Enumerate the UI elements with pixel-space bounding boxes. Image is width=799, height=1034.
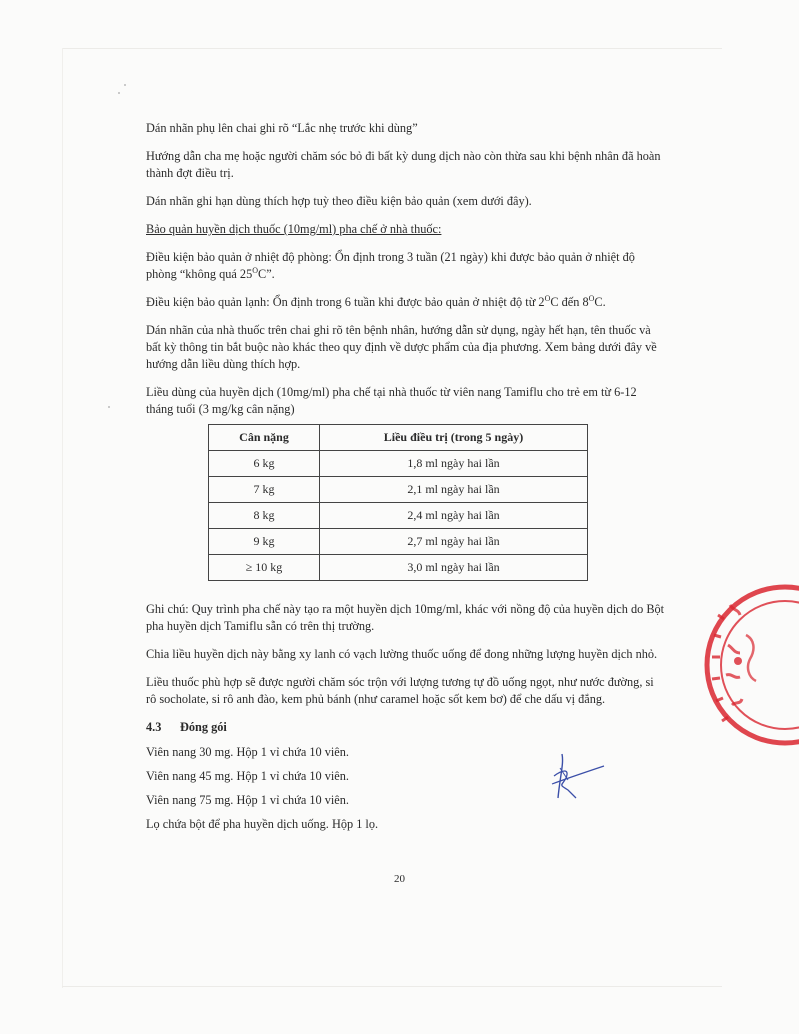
weight-cell: ≥ 10 kg <box>209 555 320 581</box>
table-row <box>209 503 588 529</box>
dose-cell: 2,7 ml ngày hai lần <box>320 529 588 555</box>
weight-cell: 9 kg <box>209 529 320 555</box>
paragraph: Chia liều huyền dịch này bằng xy lanh có vạch lường thuốc uống để đong những lượng huyền dịch nhỏ. <box>146 647 658 661</box>
table-header-row <box>209 425 588 451</box>
scan-speck <box>124 84 126 86</box>
paragraph: Dán nhãn ghi hạn dùng thích hợp tuỳ theo điều kiện bảo quản (xem dưới đây). <box>146 194 532 208</box>
text-run: Điều kiện bảo quản ở nhiệt độ phòng: Ổn định trong 3 tuần (21 ngày) khi được bảo quản ở nhiệt độ phòng “không quá 25 <box>146 250 635 281</box>
scan-speck <box>118 92 120 94</box>
dose-intro: Liều dùng của huyền dịch (10mg/ml) pha chế tại nhà thuốc từ viên nang Tamiflu cho trẻ em từ 6-12 tháng tuổi (3 mg/kg cân nặng) <box>146 385 637 416</box>
section-heading <box>146 719 666 736</box>
paragraph: Hướng dẫn cha mẹ hoặc người chăm sóc bỏ đi bất kỳ dung dịch nào còn thừa sau khi bệnh nhân đã hoàn thành đợt điều trị. <box>146 149 661 180</box>
text-run: Điều kiện bảo quản lạnh: Ổn định trong 6 tuần khi được bảo quản ở nhiệt độ từ 2 <box>146 295 545 309</box>
text-run: C. <box>594 295 606 309</box>
scan-edge <box>62 48 722 49</box>
text-run: C”. <box>258 267 275 281</box>
superscript: O <box>588 293 595 303</box>
dose-cell: 1,8 ml ngày hai lần <box>320 451 588 477</box>
signature-mark <box>548 750 608 805</box>
superscript: O <box>252 265 258 275</box>
scan-speck <box>108 406 110 408</box>
weight-cell: 8 kg <box>209 503 320 529</box>
package-item: Lọ chứa bột để pha huyền dịch uống. Hộp 1 lọ. <box>146 817 379 831</box>
scan-edge <box>62 986 722 987</box>
weight-cell: 6 kg <box>209 451 320 477</box>
paragraph: Liều thuốc phù hợp sẽ được người chăm sóc trộn với lượng tương tự đồ uống ngọt, như nước đường, si rô socholate, si rô anh đào, kem phủ bánh (như caramel hoặc sốt kem bơ) để che dấu vị đắng. <box>146 675 654 706</box>
superscript: O <box>544 293 551 303</box>
text-run: C đến 8 <box>550 295 589 309</box>
table-row <box>209 529 588 555</box>
paragraph: Dán nhãn của nhà thuốc trên chai ghi rõ tên bệnh nhân, hướng dẫn sử dụng, ngày hết hạn, tên thuốc và bất kỳ thông tin bắt buộc nào khác theo quy định về dược phẩm của địa phương. Xem bảng dưới đây về hướng dẫn liều dùng thích hợp. <box>146 323 657 371</box>
table-row <box>209 555 588 581</box>
table-header-dose: Liều điều trị (trong 5 ngày) <box>320 425 588 451</box>
weight-cell: 7 kg <box>209 477 320 503</box>
scan-edge <box>62 48 63 988</box>
dose-cell: 2,4 ml ngày hai lần <box>320 503 588 529</box>
package-item: Viên nang 30 mg. Hộp 1 vỉ chứa 10 viên. <box>146 745 349 759</box>
storage-heading: Bảo quản huyền dịch thuốc (10mg/ml) pha chế ở nhà thuốc: <box>146 222 442 236</box>
cold-storage-paragraph <box>146 294 666 311</box>
table-row <box>209 451 588 477</box>
table-header-weight: Cân nặng <box>209 425 320 451</box>
room-temp-paragraph <box>146 249 666 283</box>
dose-cell: 3,0 ml ngày hai lần <box>320 555 588 581</box>
table-row <box>209 477 588 503</box>
dosage-table <box>208 424 588 581</box>
document-body <box>146 120 666 840</box>
note-paragraph: Ghi chú: Quy trình pha chế này tạo ra một huyền dịch 10mg/ml, khác với nồng độ của huyền dịch do Bột pha huyền dịch Tamiflu sẵn có trên thị trường. <box>146 602 665 633</box>
section-title: Đóng gói <box>180 720 227 734</box>
paragraph: Dán nhãn phụ lên chai ghi rõ “Lắc nhẹ trước khi dùng” <box>146 121 418 135</box>
red-stamp <box>690 575 799 755</box>
section-number: 4.3 <box>146 720 162 734</box>
page-number: 20 <box>394 873 405 885</box>
package-item: Viên nang 45 mg. Hộp 1 vỉ chứa 10 viên. <box>146 769 349 783</box>
package-item: Viên nang 75 mg. Hộp 1 vỉ chứa 10 viên. <box>146 793 349 807</box>
dose-cell: 2,1 ml ngày hai lần <box>320 477 588 503</box>
